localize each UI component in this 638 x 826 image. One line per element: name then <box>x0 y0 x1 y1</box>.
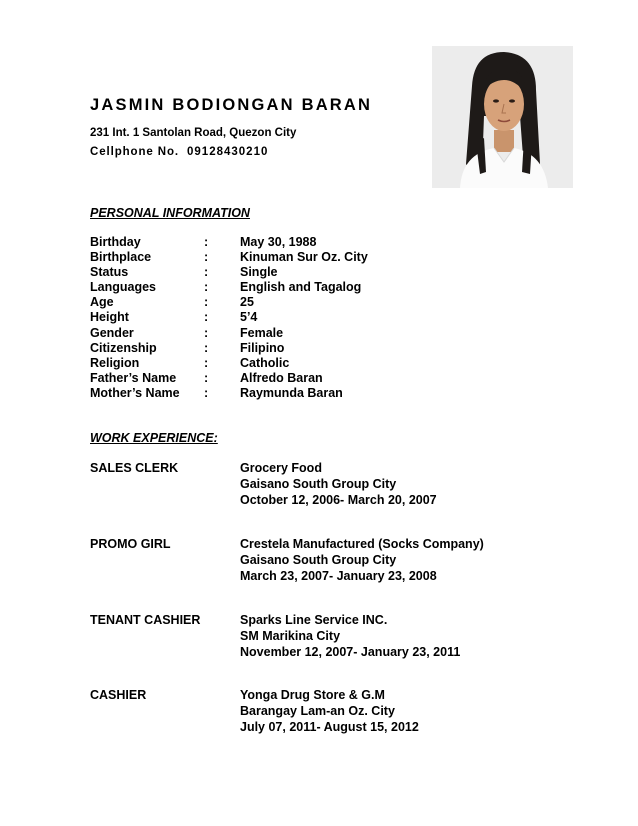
job-title: SALES CLERK <box>90 461 179 475</box>
applicant-phone <box>90 146 268 158</box>
info-label: Father’s Name <box>90 371 177 385</box>
job-company: Grocery Food <box>240 461 322 475</box>
personal-info-heading: PERSONAL INFORMATION <box>90 206 250 220</box>
info-value: May 30, 1988 <box>240 235 317 249</box>
info-value: Kinuman Sur Oz. City <box>240 250 368 264</box>
job-company: Yonga Drug Store & G.M <box>240 688 385 702</box>
info-value: Alfredo Baran <box>240 371 323 385</box>
job-period: October 12, 2006- March 20, 2007 <box>240 493 437 507</box>
info-label: Age <box>90 295 114 309</box>
info-value: Filipino <box>240 341 285 355</box>
info-separator: : <box>204 341 209 355</box>
info-value: Single <box>240 265 278 279</box>
job-location: Gaisano South Group City <box>240 553 397 567</box>
job-location: Barangay Lam-an Oz. City <box>240 704 395 718</box>
info-value: 5’4 <box>240 310 258 324</box>
applicant-address: 231 Int. 1 Santolan Road, Quezon City <box>90 127 297 139</box>
info-separator: : <box>204 386 209 400</box>
work-experience-heading: WORK EXPERIENCE: <box>90 431 218 445</box>
info-label: Gender <box>90 326 134 340</box>
info-separator: : <box>204 265 209 279</box>
info-label: Mother’s Name <box>90 386 180 400</box>
job-location: SM Marikina City <box>240 629 341 643</box>
job-details <box>240 613 460 661</box>
job-company: Sparks Line Service INC. <box>240 613 388 627</box>
info-value: Catholic <box>240 356 290 370</box>
applicant-name: JASMIN BODIONGAN BARAN <box>90 96 373 114</box>
info-value: Female <box>240 326 284 340</box>
info-label: Languages <box>90 280 156 294</box>
job-period: July 07, 2011- August 15, 2012 <box>240 720 419 734</box>
job-details <box>240 537 484 585</box>
info-separator: : <box>204 250 209 264</box>
phone-number: 09128430210 <box>187 146 269 158</box>
info-label: Status <box>90 265 129 279</box>
info-separator: : <box>204 280 209 294</box>
info-separator: : <box>204 235 209 249</box>
job-company: Crestela Manufactured (Socks Company) <box>240 537 484 551</box>
applicant-photo <box>432 46 573 188</box>
portrait-image <box>432 46 573 188</box>
info-separator: : <box>204 326 209 340</box>
job-title: PROMO GIRL <box>90 537 171 551</box>
info-separator: : <box>204 371 209 385</box>
info-label: Religion <box>90 356 140 370</box>
info-label: Birthplace <box>90 250 152 264</box>
info-label: Birthday <box>90 235 141 249</box>
info-separator: : <box>204 310 209 324</box>
info-value: English and Tagalog <box>240 280 362 294</box>
job-period: November 12, 2007- January 23, 2011 <box>240 645 461 659</box>
info-label: Height <box>90 310 129 324</box>
job-location: Gaisano South Group City <box>240 477 397 491</box>
info-value: 25 <box>240 295 254 309</box>
job-title: TENANT CASHIER <box>90 613 201 627</box>
info-label: Citizenship <box>90 341 157 355</box>
job-details <box>240 461 437 509</box>
phone-label: Cellphone No. <box>90 146 180 158</box>
info-value: Raymunda Baran <box>240 386 343 400</box>
info-separator: : <box>204 356 209 370</box>
job-title: CASHIER <box>90 688 147 702</box>
job-period: March 23, 2007- January 23, 2008 <box>240 569 437 583</box>
job-details <box>240 688 419 736</box>
info-separator: : <box>204 295 209 309</box>
